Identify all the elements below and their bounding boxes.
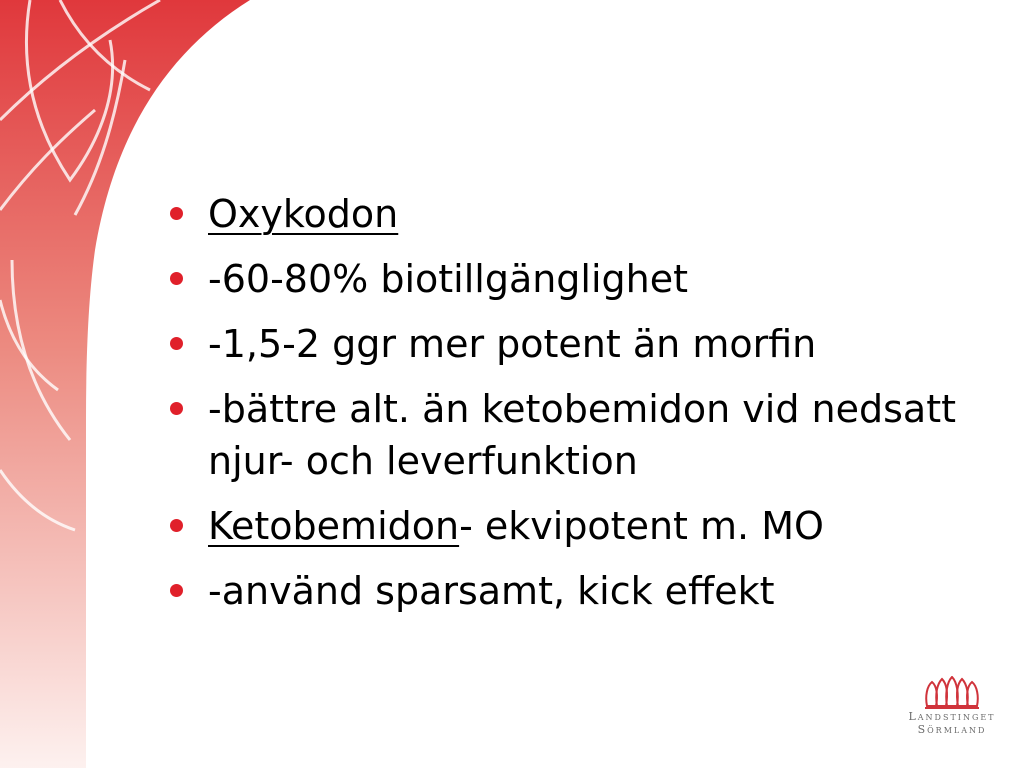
bullet-text: -bättre alt. än ketobemidon vid nedsatt njur- och leverfunktion [208,387,957,483]
bullet-text: - ekvipotent m. MO [459,504,824,548]
bullet-dot-icon [170,402,183,415]
bullet-dot-icon [170,272,183,285]
bullet-text: -60-80% biotillgänglighet [208,257,689,301]
logo-text-line1: Landstinget [908,710,996,723]
bullet-item [168,383,988,487]
bullet-dot-icon [170,207,183,220]
bullet-dot-icon [170,519,183,532]
bullet-item [168,188,988,240]
lotus-flower-icon [923,676,981,710]
bullet-underlined-term: Oxykodon [208,192,399,236]
bullet-item [168,500,988,552]
logo-text-line2: Sörmland [917,723,987,736]
bullet-underlined-term: Ketobemidon [208,504,460,548]
bullet-list [168,188,988,630]
landstinget-sormland-logo [900,676,1004,746]
bullet-text: -1,5-2 ggr mer potent än morfin [208,322,817,366]
bullet-text: -använd sparsamt, kick effekt [208,569,775,613]
bullet-item [168,565,988,617]
bullet-dot-icon [170,584,183,597]
bullet-dot-icon [170,337,183,350]
bullet-item [168,253,988,305]
bullet-item [168,318,988,370]
